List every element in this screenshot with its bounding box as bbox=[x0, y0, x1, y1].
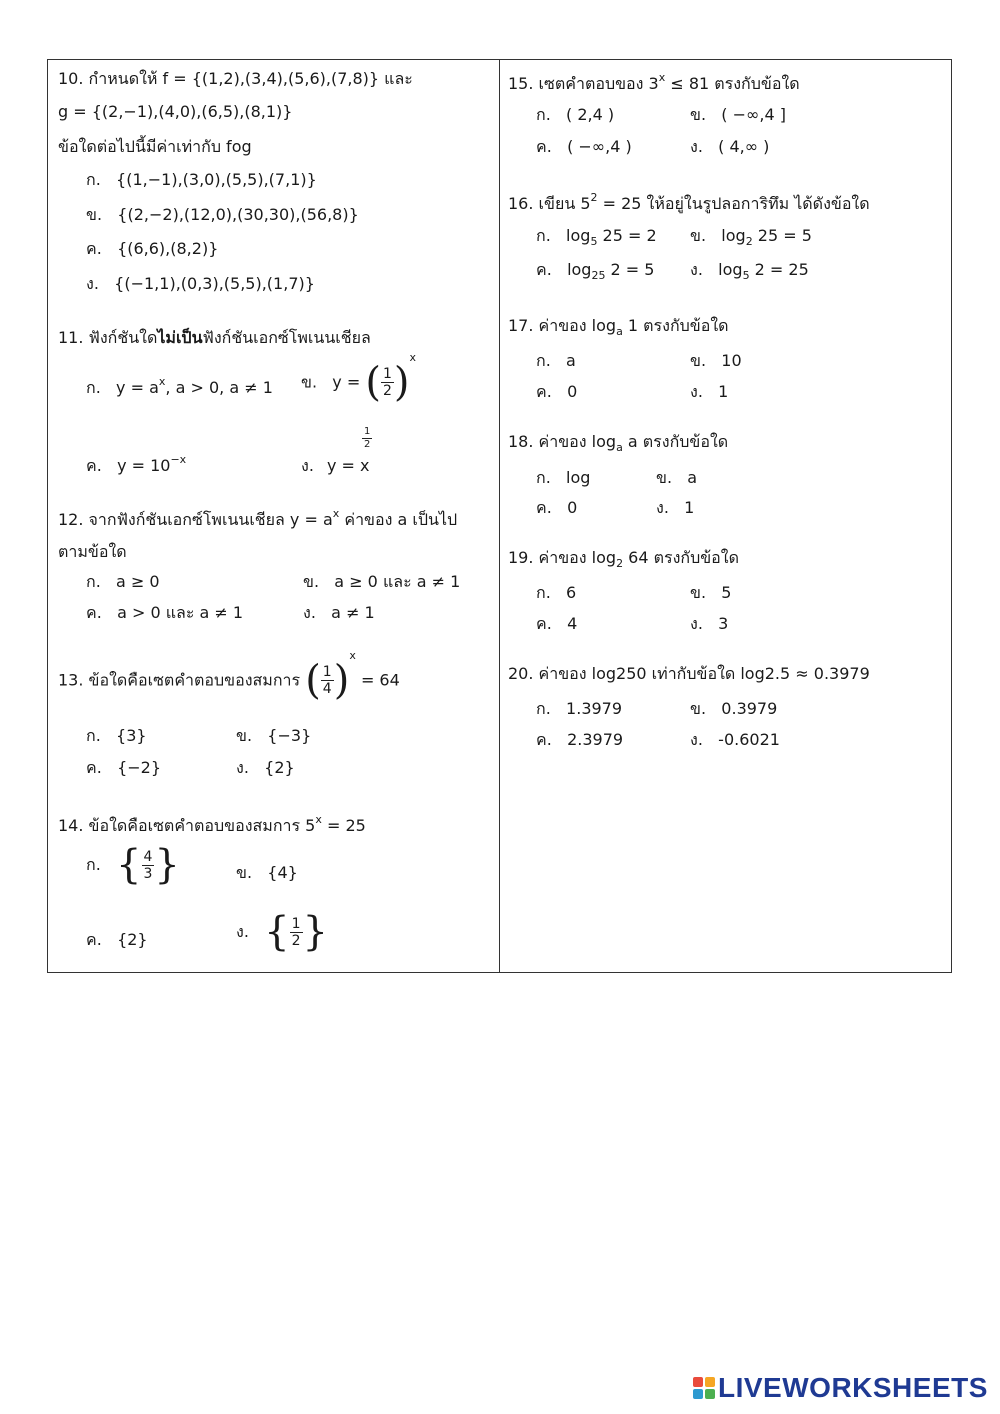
option-label: ค. bbox=[536, 730, 552, 749]
q18-option-c[interactable] bbox=[536, 498, 577, 518]
q12-line2: ตามข้อใด bbox=[58, 542, 127, 561]
logo-square-3 bbox=[693, 1389, 703, 1399]
option-label: ก. bbox=[86, 170, 101, 189]
exponent: x bbox=[158, 375, 166, 388]
right-brace: } bbox=[302, 909, 328, 955]
option-label: ง. bbox=[690, 382, 703, 401]
q11-emphasis: ไม่เป็น bbox=[157, 328, 203, 347]
q18-text-a: 18. ค่าของ log bbox=[508, 432, 617, 451]
option-label: ข. bbox=[690, 699, 707, 718]
q13-rhs: = 64 bbox=[360, 670, 400, 690]
q15-text-b: ≤ 81 ตรงกับข้อใด bbox=[665, 74, 800, 93]
q17-option-a[interactable] bbox=[536, 351, 576, 371]
q15-option-d[interactable] bbox=[690, 137, 769, 157]
option-text: 5 bbox=[721, 583, 732, 602]
q14-stem bbox=[58, 813, 366, 836]
right-column bbox=[500, 60, 951, 972]
exponent: x bbox=[315, 813, 322, 826]
q13-option-d[interactable] bbox=[236, 758, 295, 778]
option-label: ก. bbox=[86, 572, 101, 591]
q17-option-b[interactable] bbox=[690, 351, 742, 371]
logo-text: LIVEWORKSHEETS bbox=[718, 1372, 988, 1403]
option-label: ข. bbox=[236, 863, 253, 882]
q19-option-c[interactable] bbox=[536, 614, 577, 634]
logo-mark-icon bbox=[693, 1377, 715, 1399]
q12-option-d[interactable] bbox=[303, 603, 375, 623]
option-label: ค. bbox=[536, 498, 552, 517]
option-text: ( −∞,4 ] bbox=[721, 105, 786, 124]
option-label: ก. bbox=[86, 855, 101, 874]
log-base: 2 bbox=[745, 235, 753, 248]
fraction bbox=[142, 849, 155, 882]
logo-square-4 bbox=[705, 1389, 715, 1399]
option-text: a ≥ 0 bbox=[116, 572, 160, 591]
q12-option-b[interactable] bbox=[303, 572, 460, 592]
q11-suffix: ฟังก์ชันเอกซ์โพเนนเชียล bbox=[202, 328, 371, 347]
numerator: 1 bbox=[291, 915, 301, 932]
option-text: y = x bbox=[327, 456, 370, 475]
option-label: ง. bbox=[86, 274, 99, 293]
option-text: -0.6021 bbox=[718, 730, 780, 749]
log-symbol: log bbox=[718, 260, 743, 279]
option-text: 2 = 25 bbox=[749, 260, 809, 279]
option-text: a ≠ 1 bbox=[331, 603, 375, 622]
exponent: −x bbox=[170, 453, 187, 466]
option-label: ง. bbox=[656, 498, 669, 517]
option-label: ข. bbox=[303, 572, 320, 591]
q18-stem bbox=[508, 432, 728, 452]
q18-text-b: a ตรงกับข้อใด bbox=[622, 432, 729, 451]
option-label: ข. bbox=[690, 351, 707, 370]
log-base: a bbox=[616, 325, 623, 338]
option-label: ง. bbox=[301, 456, 314, 475]
q18-option-b[interactable] bbox=[656, 468, 697, 488]
fraction-exponent bbox=[362, 426, 372, 451]
option-text: 1 bbox=[718, 382, 729, 401]
q14-option-c[interactable] bbox=[86, 930, 148, 950]
option-text: {3} bbox=[116, 726, 147, 745]
q20-option-a[interactable] bbox=[536, 699, 622, 719]
numerator: 1 bbox=[322, 664, 332, 680]
denominator: 2 bbox=[382, 383, 392, 399]
option-label: ก. bbox=[86, 726, 101, 745]
q18-option-d[interactable] bbox=[656, 498, 694, 518]
q13-option-b[interactable] bbox=[236, 726, 311, 746]
q10-option-d[interactable] bbox=[86, 274, 315, 294]
option-text: a > 0 และ a ≠ 1 bbox=[117, 603, 244, 622]
q17-text-a: 17. ค่าของ log bbox=[508, 316, 617, 335]
option-label: ก. bbox=[536, 699, 551, 718]
q10-line3: ข้อใดต่อไปนี้มีค่าเท่ากับ fog bbox=[58, 137, 252, 156]
option-label: ง. bbox=[236, 758, 249, 777]
q19-option-b[interactable] bbox=[690, 583, 731, 603]
exponent: x bbox=[332, 507, 340, 520]
option-label: ก. bbox=[86, 378, 101, 397]
q16-text-a: 16. เขียน 5 bbox=[508, 194, 591, 213]
q15-option-a[interactable] bbox=[536, 105, 614, 125]
q11-option-c[interactable] bbox=[86, 453, 187, 476]
option-label: ง. bbox=[690, 614, 703, 633]
q14-rhs: = 25 bbox=[326, 816, 366, 835]
exponent: 2 bbox=[590, 191, 598, 204]
option-label: ค. bbox=[86, 456, 102, 475]
left-brace: { bbox=[264, 909, 290, 955]
option-text: ( 2,4 ) bbox=[566, 105, 615, 124]
q15-stem bbox=[508, 71, 800, 94]
q16-option-d[interactable] bbox=[690, 260, 809, 280]
q12-text-b: ค่าของ a เป็นไป bbox=[339, 510, 458, 529]
log-base: a bbox=[616, 441, 623, 454]
left-column bbox=[48, 60, 499, 972]
option-text: {(1,−1),(3,0),(5,5),(7,1)} bbox=[116, 170, 317, 189]
q11-stem bbox=[58, 328, 371, 348]
option-label: ก. bbox=[536, 583, 551, 602]
q20-option-c[interactable] bbox=[536, 730, 623, 750]
option-label: ก. bbox=[536, 226, 551, 245]
option-label: ข. bbox=[86, 205, 103, 224]
q14-text: 14. ข้อใดคือเซตคำตอบของสมการ 5 bbox=[58, 816, 316, 835]
q14-option-a[interactable] bbox=[86, 842, 180, 905]
q19-option-d[interactable] bbox=[690, 614, 728, 634]
q15-text-a: 15. เซตคำตอบของ 3 bbox=[508, 74, 659, 93]
q16-text-b: = 25 ให้อยู่ในรูปลอการิทึม ได้ดังข้อใด bbox=[597, 194, 870, 213]
option-label: ง. bbox=[236, 922, 249, 941]
option-text: {(2,−2),(12,0),(30,30),(56,8)} bbox=[117, 205, 359, 224]
option-text: {4} bbox=[267, 863, 298, 882]
log-base: 2 bbox=[616, 557, 624, 570]
option-text: 0 bbox=[567, 498, 578, 517]
q13-option-a[interactable] bbox=[86, 726, 147, 746]
log-symbol: log bbox=[566, 226, 591, 245]
logo-square-2 bbox=[705, 1377, 715, 1387]
option-text: a bbox=[566, 351, 576, 370]
q10-option-a[interactable] bbox=[86, 170, 317, 190]
option-label: ก. bbox=[536, 351, 551, 370]
option-label: ค. bbox=[86, 239, 102, 258]
q10-option-c[interactable] bbox=[86, 239, 218, 259]
denominator: 4 bbox=[322, 681, 332, 697]
q14-option-d[interactable] bbox=[236, 909, 328, 972]
option-label: ค. bbox=[536, 260, 552, 279]
q10-option-b[interactable] bbox=[86, 205, 359, 225]
option-label: ข. bbox=[690, 105, 707, 124]
q11-option-b[interactable] bbox=[301, 351, 417, 418]
q12-option-c[interactable] bbox=[86, 603, 243, 623]
option-label: ก. bbox=[536, 468, 551, 487]
option-text: 25 = 5 bbox=[752, 226, 812, 245]
logo-square-1 bbox=[693, 1377, 703, 1387]
option-label: ง. bbox=[690, 260, 703, 279]
option-label: ค. bbox=[536, 614, 552, 633]
option-text: {(6,6),(8,2)} bbox=[117, 239, 219, 258]
log-base: 5 bbox=[742, 269, 750, 282]
worksheet-frame bbox=[47, 59, 952, 973]
left-paren: ( bbox=[305, 657, 321, 704]
option-label: ค. bbox=[86, 758, 102, 777]
exponent: x bbox=[409, 351, 417, 364]
denominator: 3 bbox=[143, 865, 153, 882]
log-base: 5 bbox=[590, 235, 598, 248]
option-text: {−3} bbox=[267, 726, 312, 745]
q19-option-a[interactable] bbox=[536, 583, 576, 603]
option-text: 2.3979 bbox=[567, 730, 624, 749]
numerator: 4 bbox=[143, 848, 153, 865]
q14-option-b[interactable] bbox=[236, 863, 298, 883]
option-label: ข. bbox=[690, 583, 707, 602]
option-text: 2 = 5 bbox=[605, 260, 655, 279]
q13-text: 13. ข้อใดคือเซตคำตอบของสมการ bbox=[58, 670, 301, 690]
fraction bbox=[290, 916, 303, 949]
option-text: y = 10 bbox=[117, 456, 171, 475]
option-label: ข. bbox=[690, 226, 707, 245]
left-paren: ( bbox=[365, 359, 381, 406]
left-brace: { bbox=[116, 842, 142, 888]
q10-line1: 10. กำหนดให้ f = {(1,2),(3,4),(5,6),(7,8)} และ bbox=[58, 69, 413, 88]
fraction bbox=[321, 664, 334, 697]
log-symbol: log bbox=[721, 226, 746, 245]
option-text: 0 bbox=[567, 382, 578, 401]
log-base: 25 bbox=[591, 269, 606, 282]
option-label: ง. bbox=[690, 137, 703, 156]
q16-option-a[interactable] bbox=[536, 226, 657, 246]
option-label: ค. bbox=[536, 382, 552, 401]
q11-prefix: 11. ฟังก์ชันใด bbox=[58, 328, 158, 347]
q20-option-d[interactable] bbox=[690, 730, 780, 750]
q17-text-b: 1 ตรงกับข้อใด bbox=[622, 316, 729, 335]
option-text: {2} bbox=[264, 758, 295, 777]
right-brace: } bbox=[154, 842, 180, 888]
q10-line2: g = {(2,−1),(4,0),(6,5),(8,1)} bbox=[58, 102, 293, 121]
option-label: ง. bbox=[690, 730, 703, 749]
q19-text-a: 19. ค่าของ log bbox=[508, 548, 617, 567]
option-label: ก. bbox=[536, 105, 551, 124]
q20-option-b[interactable] bbox=[690, 699, 777, 719]
option-label: ข. bbox=[236, 726, 253, 745]
option-text: ( 4,∞ ) bbox=[718, 137, 770, 156]
q16-option-c[interactable] bbox=[536, 260, 654, 280]
option-label: ค. bbox=[536, 137, 552, 156]
denominator: 2 bbox=[364, 439, 371, 450]
option-text: log bbox=[566, 468, 591, 487]
option-text: 6 bbox=[566, 583, 577, 602]
option-condition: , a > 0, a ≠ 1 bbox=[165, 378, 273, 397]
q19-stem bbox=[508, 548, 739, 568]
right-paren: ) bbox=[393, 359, 410, 406]
option-label: ง. bbox=[303, 603, 316, 622]
option-label: ค. bbox=[86, 603, 102, 622]
option-label: ค. bbox=[86, 930, 102, 949]
option-text: 1.3979 bbox=[566, 699, 623, 718]
q17-option-d[interactable] bbox=[690, 382, 728, 402]
numerator: 1 bbox=[364, 426, 371, 437]
q19-text-b: 64 ตรงกับข้อใด bbox=[623, 548, 739, 567]
option-label: ข. bbox=[301, 372, 318, 392]
q12-option-a[interactable] bbox=[86, 572, 160, 592]
option-text: a ≥ 0 และ a ≠ 1 bbox=[334, 572, 461, 591]
q12-text-a: 12. จากฟังก์ชันเอกซ์โพเนนเชียล y = a bbox=[58, 510, 333, 529]
option-text: {(−1,1),(0,3),(5,5),(1,7)} bbox=[114, 274, 315, 293]
fraction bbox=[381, 366, 394, 399]
q12-line1 bbox=[58, 507, 458, 530]
denominator: 2 bbox=[291, 932, 301, 949]
option-text: 10 bbox=[721, 351, 742, 370]
q17-option-c[interactable] bbox=[536, 382, 577, 402]
option-text: {2} bbox=[117, 930, 148, 949]
option-text: 1 bbox=[684, 498, 695, 517]
q11-option-a[interactable] bbox=[86, 375, 273, 398]
option-text: 4 bbox=[567, 614, 578, 633]
option-text: 3 bbox=[718, 614, 729, 633]
q15-option-b[interactable] bbox=[690, 105, 786, 125]
option-text: y = a bbox=[116, 378, 159, 397]
exponent: x bbox=[658, 71, 666, 84]
option-text: 25 = 2 bbox=[597, 226, 657, 245]
q16-stem bbox=[508, 191, 870, 214]
option-text: y = bbox=[332, 372, 361, 392]
right-paren: ) bbox=[333, 657, 350, 704]
option-text: {−2} bbox=[117, 758, 162, 777]
q15-option-c[interactable] bbox=[536, 137, 632, 157]
q18-option-a[interactable] bbox=[536, 468, 590, 488]
exponent: x bbox=[349, 649, 356, 662]
option-text: ( −∞,4 ) bbox=[567, 137, 632, 156]
log-symbol: log bbox=[567, 260, 592, 279]
q13-option-c[interactable] bbox=[86, 758, 161, 778]
q16-option-b[interactable] bbox=[690, 226, 812, 246]
option-label: ข. bbox=[656, 468, 673, 487]
option-text: 0.3979 bbox=[721, 699, 778, 718]
q17-stem bbox=[508, 316, 729, 336]
option-text: a bbox=[687, 468, 698, 487]
numerator: 1 bbox=[382, 366, 392, 382]
q13-stem bbox=[58, 649, 400, 716]
q20-stem: 20. ค่าของ log250 เท่ากับข้อใด log2.5 ≈ 0.3979 bbox=[508, 664, 870, 683]
